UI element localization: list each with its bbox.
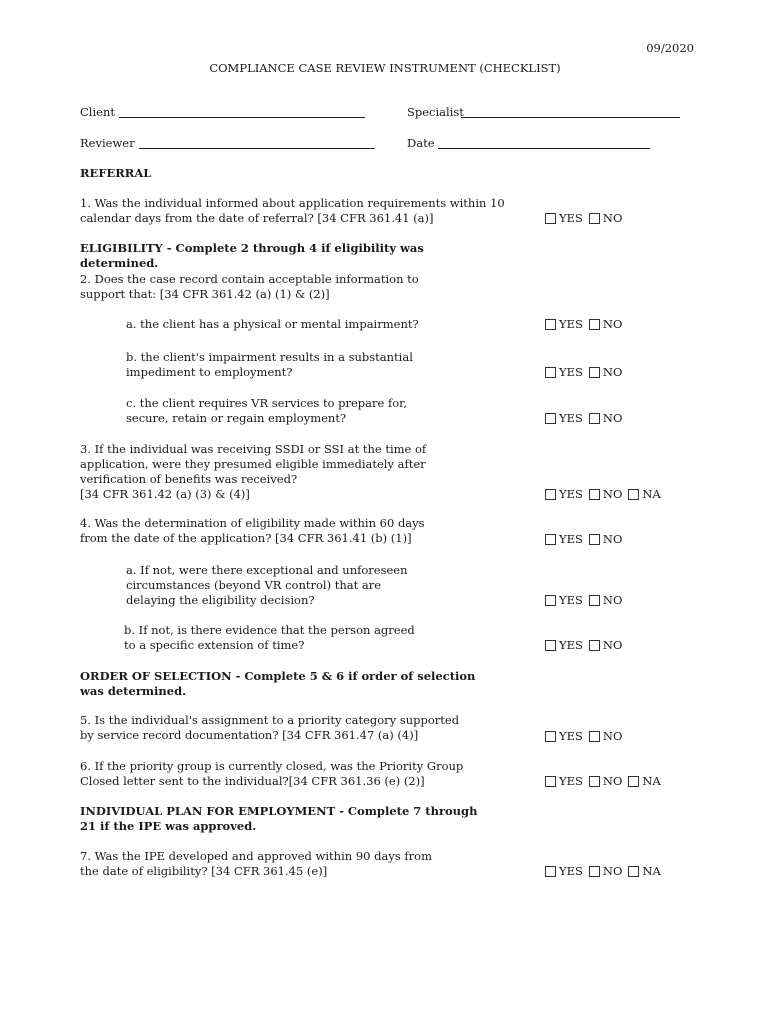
q4a-no-checkbox[interactable] xyxy=(589,595,600,606)
section-referral: REFERRAL xyxy=(80,166,152,180)
question-4b: b. If not, is there evidence that the person agreed to a specific extension of time? xyxy=(124,623,415,652)
section-eligibility: ELIGIBILITY - Complete 2 through 4 if eligibility was determined. xyxy=(80,241,424,270)
answer-q4a: YES NO xyxy=(545,593,628,608)
question-5: 5. Is the individual's assignment to a priority category supported by service record documentation? [34 CFR 361.47 (a) (4)] xyxy=(80,713,460,742)
q6-na-checkbox[interactable] xyxy=(628,776,639,787)
q3-na-checkbox[interactable] xyxy=(628,489,639,500)
form-title: COMPLIANCE CASE REVIEW INSTRUMENT (CHECKLIST) xyxy=(209,61,561,75)
form-date-code: 09/2020 xyxy=(646,41,694,55)
question-6: 6. If the priority group is currently closed, was the Priority Group Closed letter sent to the individual?[34 CFR 361.36 (e) (2)] xyxy=(80,759,464,788)
q3-yes-checkbox[interactable] xyxy=(545,489,556,500)
q2c-no-checkbox[interactable] xyxy=(589,413,600,424)
q3-no-checkbox[interactable] xyxy=(589,489,600,500)
reviewer-label: Reviewer xyxy=(80,136,135,150)
question-4a: a. If not, were there exceptional and unforeseen circumstances (beyond VR control) that are delaying the eligibility decision? xyxy=(126,563,408,607)
answer-q2b: YES NO xyxy=(545,365,628,380)
answer-q2a: YES NO xyxy=(545,317,628,332)
specialist-label: Specialist xyxy=(407,105,464,119)
q1-yes-checkbox[interactable] xyxy=(545,213,556,224)
q4a-yes-checkbox[interactable] xyxy=(545,595,556,606)
q7-yes-checkbox[interactable] xyxy=(545,866,556,877)
reviewer-field[interactable] xyxy=(139,148,375,149)
q5-no-checkbox[interactable] xyxy=(589,731,600,742)
client-label: Client xyxy=(80,105,115,119)
question-4: 4. Was the determination of eligibility made within 60 days from the date of the application? [34 CFR 361.41 (b) (1)] xyxy=(80,516,425,545)
q4b-yes-checkbox[interactable] xyxy=(545,640,556,651)
q7-na-checkbox[interactable] xyxy=(628,866,639,877)
question-2a: a. the client has a physical or mental impairment? xyxy=(126,317,419,331)
question-1: 1. Was the individual informed about application requirements within 10 calendar days from the date of referral? [34 CFR 361.41 (a)] xyxy=(80,196,505,225)
question-2b: b. the client's impairment results in a substantial impediment to employment? xyxy=(126,350,413,379)
answer-q6: YES NO NA xyxy=(545,774,667,789)
question-2c: c. the client requires VR services to prepare for, secure, retain or regain employment? xyxy=(126,396,408,425)
date-label: Date xyxy=(407,136,435,150)
answer-q4: YES NO xyxy=(545,532,628,547)
specialist-field[interactable] xyxy=(461,117,680,118)
answer-q4b: YES NO xyxy=(545,638,628,653)
question-2: 2. Does the case record contain acceptable information to support that: [34 CFR 361.42 (a) (1) & (2)] xyxy=(80,272,419,301)
date-field[interactable] xyxy=(438,148,650,149)
section-ipe: INDIVIDUAL PLAN FOR EMPLOYMENT - Complete 7 through 21 if the IPE was approved. xyxy=(80,804,478,833)
q6-yes-checkbox[interactable] xyxy=(545,776,556,787)
q4-no-checkbox[interactable] xyxy=(589,534,600,545)
answer-q7: YES NO NA xyxy=(545,864,667,879)
q2a-yes-checkbox[interactable] xyxy=(545,319,556,330)
q7-no-checkbox[interactable] xyxy=(589,866,600,877)
answer-q1: YES NO xyxy=(545,211,628,226)
q2b-yes-checkbox[interactable] xyxy=(545,367,556,378)
q2b-no-checkbox[interactable] xyxy=(589,367,600,378)
q2a-no-checkbox[interactable] xyxy=(589,319,600,330)
answer-q3: YES NO NA xyxy=(545,487,667,502)
q2c-yes-checkbox[interactable] xyxy=(545,413,556,424)
q1-no-checkbox[interactable] xyxy=(589,213,600,224)
q5-yes-checkbox[interactable] xyxy=(545,731,556,742)
q4b-no-checkbox[interactable] xyxy=(589,640,600,651)
client-field[interactable] xyxy=(119,117,365,118)
q6-no-checkbox[interactable] xyxy=(589,776,600,787)
section-order-of-selection: ORDER OF SELECTION - Complete 5 & 6 if order of selection was determined. xyxy=(80,669,476,698)
question-3: 3. If the individual was receiving SSDI or SSI at the time of application, were they presumed eligible immediately after verification of benefits was received? [34 CFR 361.42 (a) (3) & (4)] xyxy=(80,442,427,501)
question-7: 7. Was the IPE developed and approved within 90 days from the date of eligibility? [34 CFR 361.45 (e)] xyxy=(80,849,432,878)
q4-yes-checkbox[interactable] xyxy=(545,534,556,545)
answer-q5: YES NO xyxy=(545,729,628,744)
answer-q2c: YES NO xyxy=(545,411,628,426)
